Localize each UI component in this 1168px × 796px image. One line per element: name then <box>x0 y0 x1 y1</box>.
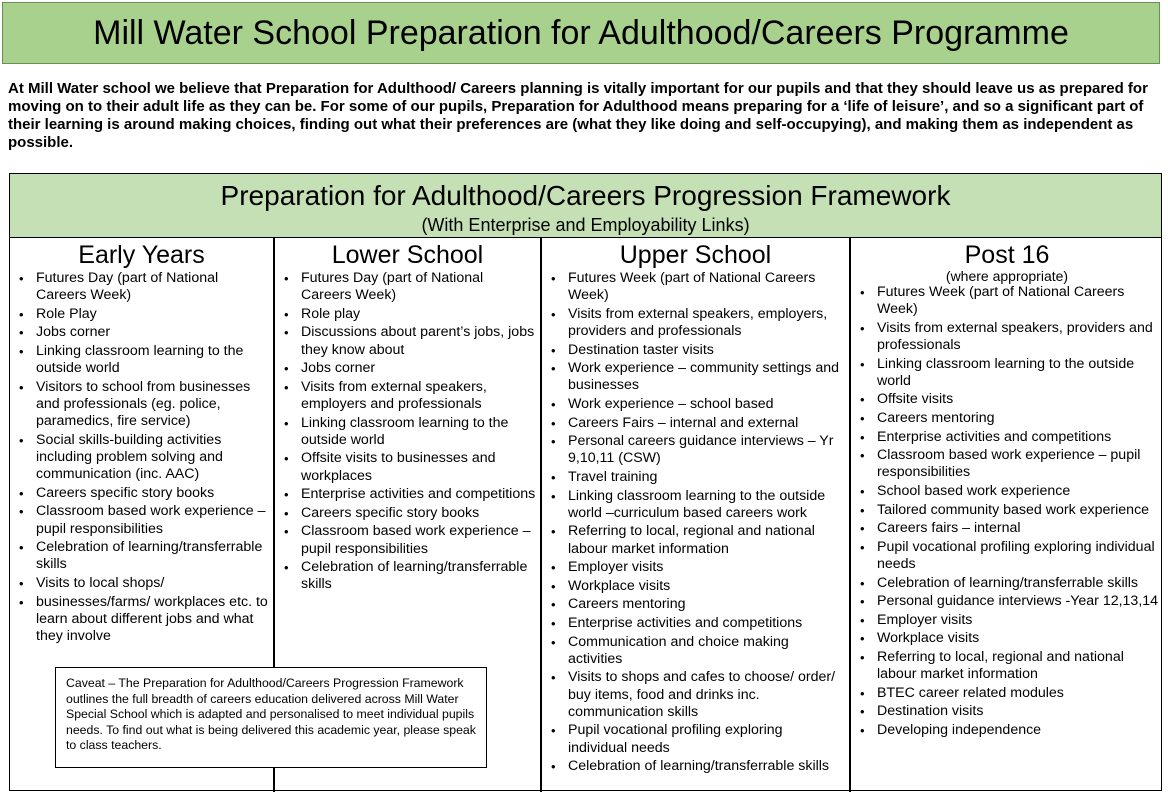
list-item: • Offsite visits to businesses and workplaces <box>301 450 536 484</box>
list-item: • Pupil vocational profiling exploring individual needs <box>877 539 1159 573</box>
list-item: • Discussions about parent’s jobs, jobs they know about <box>301 324 536 358</box>
list-item: • Careers fairs – internal <box>877 520 1159 537</box>
list-item: • Workplace visits <box>877 630 1159 647</box>
framework-title: Preparation for Adulthood/Careers Progression Framework <box>220 180 951 211</box>
list-item: • Referring to local, regional and national labour market information <box>877 649 1159 683</box>
column-list <box>275 270 540 594</box>
list-item: • Careers specific story books <box>36 485 269 502</box>
list-item: • businesses/farms/ workplaces etc. to learn about different jobs and what they involve <box>36 594 269 646</box>
intro-paragraph: At Mill Water school we believe that Preparation for Adulthood/ Careers planning is vitally important for our pupils and that they should leave us as prepared for moving on to their adult life as they can be. For some of our pupils, Preparation for Adulthood means preparing for a ‘life of leisure’, and so a significant part of their learning is around making choices, finding out what their preferences are (what they like doing and self-occupying), and making them as independent as possible. <box>8 80 1148 151</box>
list-item: • Tailored community based work experience <box>877 502 1159 519</box>
column-upper-school <box>542 238 851 792</box>
list-item: • Enterprise activities and competitions <box>301 486 536 503</box>
list-item: • Visits from external speakers, employers, providers and professionals <box>568 306 845 340</box>
list-item: • Visits to local shops/ <box>36 575 269 592</box>
framework-header <box>10 174 1161 238</box>
framework-subtitle: (With Enterprise and Employability Links) <box>421 215 750 235</box>
caveat-box: Caveat – The Preparation for Adulthood/Careers Progression Framework outlines the full breadth of careers education delivered across Mill Water Special School which is adapted and personalised to meet individual pupils needs. To find out what is being delivered this academic year, please speak to class teachers. <box>55 667 487 768</box>
list-item: • Enterprise activities and competitions <box>568 615 845 632</box>
list-item: • Jobs corner <box>301 360 536 377</box>
column-list <box>851 284 1163 739</box>
list-item: • Linking classroom learning to the outside world –curriculum based careers work <box>568 488 845 522</box>
list-item: • Work experience – school based <box>568 396 845 413</box>
list-item: • Communication and choice making activities <box>568 634 845 668</box>
list-item: • Destination visits <box>877 703 1159 720</box>
column-heading: Early Years <box>78 241 205 269</box>
list-item: • Linking classroom learning to the outside world <box>877 356 1159 390</box>
list-item: • Linking classroom learning to the outside world <box>36 343 269 377</box>
list-item: • Work experience – community settings and businesses <box>568 360 845 394</box>
list-item: • Role Play <box>36 306 269 323</box>
list-item: • Employer visits <box>568 559 845 576</box>
column-list <box>10 270 273 645</box>
list-item: • Visits from external speakers, providers and professionals <box>877 320 1159 354</box>
list-item: • Futures Week (part of National Careers Week) <box>568 270 845 304</box>
list-item: • Enterprise activities and competitions <box>877 429 1159 446</box>
list-item: • Futures Week (part of National Careers Week) <box>877 284 1159 318</box>
list-item: • Classroom based work experience – pupil responsibilities <box>36 503 269 537</box>
list-item: • Celebration of learning/transferrable skills <box>877 575 1159 592</box>
list-item: • Careers specific story books <box>301 505 536 522</box>
list-item: • Careers mentoring <box>877 410 1159 427</box>
list-item: • Destination taster visits <box>568 342 845 359</box>
list-item: • Referring to local, regional and national labour market information <box>568 523 845 557</box>
list-item: • Classroom based work experience – pupil responsibilities <box>301 523 536 557</box>
list-item: • Employer visits <box>877 612 1159 629</box>
column-list <box>542 270 849 775</box>
column-post-16 <box>851 238 1163 792</box>
list-item: • Developing independence <box>877 722 1159 739</box>
list-item: • Visitors to school from businesses and professionals (eg. police, paramedics, fire service) <box>36 379 269 431</box>
list-item: • Futures Day (part of National Careers Week) <box>36 270 269 304</box>
column-heading: Upper School <box>619 241 772 269</box>
list-item: • Classroom based work experience – pupil responsibilities <box>877 447 1159 481</box>
list-item: • Social skills-building activities including problem solving and communication (inc. AAC) <box>36 432 269 484</box>
list-item: • Offsite visits <box>877 391 1159 408</box>
list-item: • Celebration of learning/transferrable skills <box>301 559 536 593</box>
list-item: • Visits to shops and cafes to choose/ order/ buy items, food and drinks inc. communication skills <box>568 669 845 721</box>
list-item: • Careers Fairs – internal and external <box>568 415 845 432</box>
list-item: • Personal guidance interviews -Year 12,13,14 <box>877 593 1159 610</box>
list-item: • Pupil vocational profiling exploring individual needs <box>568 722 845 756</box>
list-item: • Linking classroom learning to the outside world <box>301 415 536 449</box>
list-item: • BTEC career related modules <box>877 685 1159 702</box>
list-item: • Visits from external speakers, employers and professionals <box>301 379 536 413</box>
list-item: • Workplace visits <box>568 578 845 595</box>
list-item: • Travel training <box>568 469 845 486</box>
list-item: • Celebration of learning/transferrable skills <box>36 539 269 573</box>
list-item: • School based work experience <box>877 483 1159 500</box>
list-item: • Careers mentoring <box>568 596 845 613</box>
page-title: Mill Water School Preparation for Adulthood/Careers Programme <box>2 2 1160 64</box>
list-item: • Jobs corner <box>36 324 269 341</box>
list-item: • Celebration of learning/transferrable skills <box>568 758 845 775</box>
list-item: • Personal careers guidance interviews – Yr 9,10,11 (CSW) <box>568 433 845 467</box>
column-heading: Post 16 <box>964 241 1050 269</box>
column-note: (where appropriate) <box>945 268 1069 284</box>
column-heading: Lower School <box>331 241 484 269</box>
list-item: • Futures Day (part of National Careers Week) <box>301 270 536 304</box>
list-item: • Role play <box>301 306 536 323</box>
